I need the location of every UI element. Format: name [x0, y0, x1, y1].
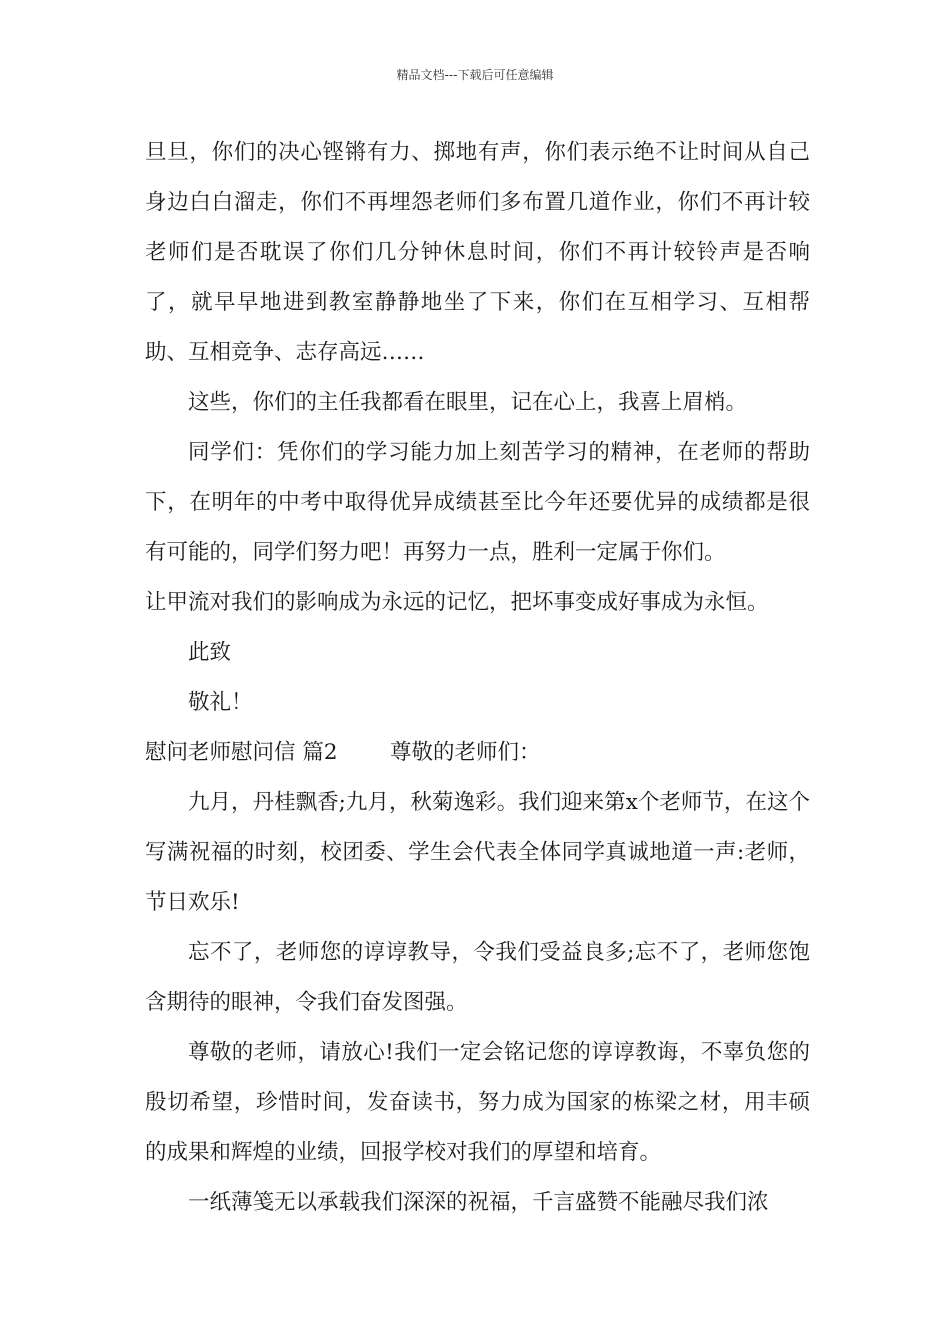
paragraph: 尊敬的老师，请放心!我们一定会铭记您的谆谆教诲，不辜负您的殷切希望，珍惜时间，发奋读书，努力成为国家的栋梁之材，用丰硕的成果和辉煌的业绩，回报学校对我们的厚望和培育。: [145, 1040, 810, 1165]
paragraph: 旦旦，你们的决心铿锵有力、掷地有声，你们表示绝不让时间从自己身边白白溜走，你们不再埋怨老师们多布置几道作业，你们不再计较老师们是否耽误了你们几分钟休息时间，你们不再计较铃声是否响了，就早早地进到教室静静地坐了下来，你们在互相学习、互相帮助、互相竞争、志存高远……: [145, 140, 810, 365]
section-title-line: [145, 728, 810, 778]
section-title: 慰问老师慰问信 篇2: [145, 740, 338, 765]
paragraph: 一纸薄笺无以承载我们深深的祝福，千言盛赞不能融尽我们浓: [188, 1190, 769, 1215]
paragraph: 忘不了，老师您的谆谆教导，令我们受益良多;忘不了，老师您饱含期待的眼神，令我们奋发图强。: [145, 940, 810, 1015]
document-body: [145, 128, 810, 1228]
paragraph: 让甲流对我们的影响成为永远的记忆，把坏事变成好事成为永恒。: [145, 590, 769, 615]
page-header: 精品文档---下载后可任意编辑: [396, 68, 554, 82]
salutation: 尊敬的老师们：: [390, 740, 541, 765]
paragraph: 同学们：凭你们的学习能力加上刻苦学习的精神，在老师的帮助下，在明年的中考中取得优异成绩甚至比今年还要优异的成绩都是很有可能的，同学们努力吧！再努力一点，胜利一定属于你们。: [145, 440, 810, 565]
paragraph: 九月，丹桂飘香;九月，秋菊逸彩。我们迎来第x个老师节，在这个写满祝福的时刻，校团委、学生会代表全体同学真诚地道一声:老师，节日欢乐!: [145, 790, 810, 915]
closing-salute: 敬礼！: [188, 690, 253, 715]
closing-line: 此致: [188, 640, 232, 665]
paragraph: 这些，你们的主任我都看在眼里，记在心上，我喜上眉梢。: [188, 390, 748, 415]
